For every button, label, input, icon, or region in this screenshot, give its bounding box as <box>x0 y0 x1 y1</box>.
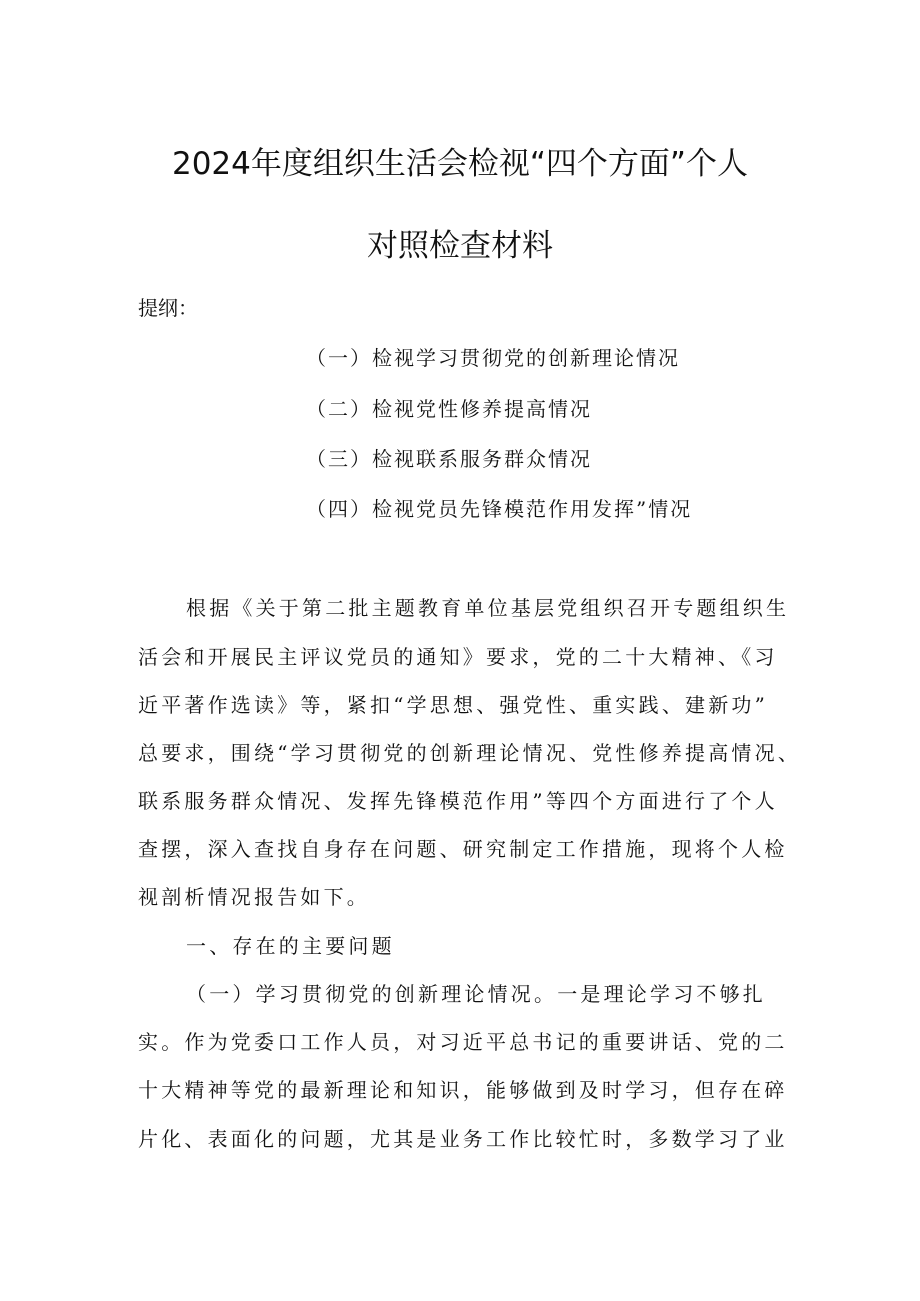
intro-line: 联系服务群众情况、发挥先锋模范作用”等四个方面进行了个人 <box>138 789 778 813</box>
document-title-line-1: 2024年度组织生活会检视“四个方面”个人 <box>171 146 748 182</box>
intro-line: 总要求，围绕“学习贯彻党的创新理论情况、党性修养提高情况、 <box>138 741 802 765</box>
section-line: （一）学习贯彻党的创新理论情况。一是理论学习不够扎 <box>186 982 766 1006</box>
section-line: 片化、表面化的问题，尤其是业务工作比较忙时，多数学习了业 <box>138 1127 788 1151</box>
outline-item: （四）检视党员先锋模范作用发挥”情况 <box>306 497 693 521</box>
outline-item: （一）检视学习贯彻党的创新理论情况 <box>306 346 680 370</box>
intro-line: 视剖析情况报告如下。 <box>138 885 370 909</box>
outline-item: （三）检视联系服务群众情况 <box>306 447 592 471</box>
intro-line: 根据《关于第二批主题教育单位基层党组织召开专题组织生 <box>186 596 790 620</box>
section-heading: 一、存在的主要问题 <box>186 934 395 958</box>
section-line: 实。作为党委口工作人员，对习近平总书记的重要讲话、党的二 <box>138 1030 788 1054</box>
intro-line: 近平著作选读》等，紧扣“学思想、强党性、重实践、建新功” <box>138 693 769 717</box>
intro-line: 活会和开展民主评议党员的通知》要求，党的二十大精神、《习 <box>138 645 778 669</box>
outline-label: 提纲： <box>138 296 198 320</box>
section-line: 十大精神等党的最新理论和知识，能够做到及时学习，但存在碎 <box>138 1078 788 1102</box>
document-title-line-2: 对照检查材料 <box>367 228 553 264</box>
intro-line: 查摆，深入查找自身存在问题、研究制定工作措施，现将个人检 <box>138 837 788 861</box>
outline-item: （二）检视党性修养提高情况 <box>306 397 592 421</box>
